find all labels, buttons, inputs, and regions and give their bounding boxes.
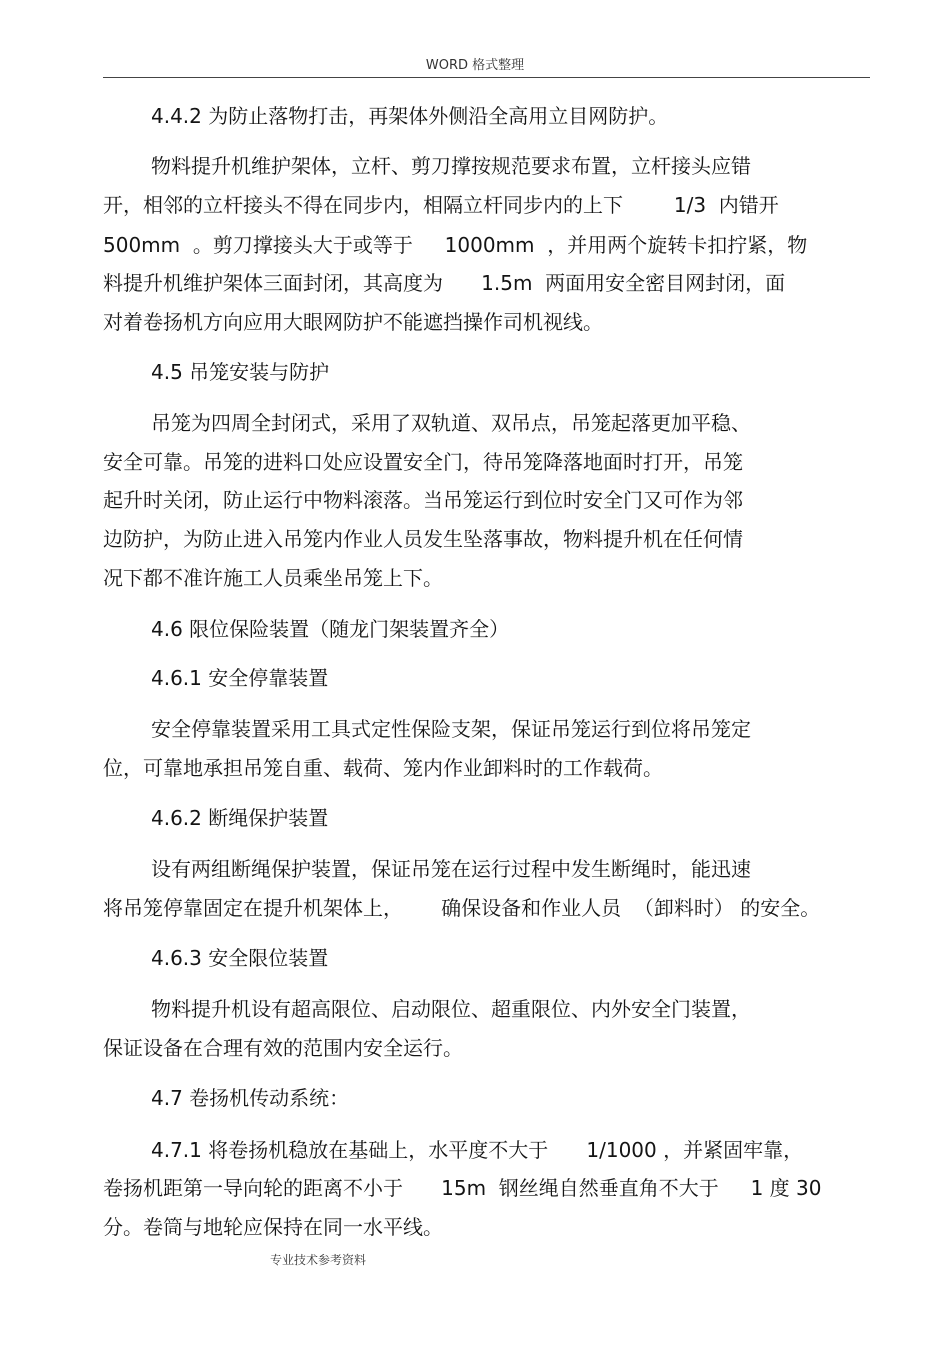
- section-heading: 4.5 吊笼安装与防护: [151, 360, 330, 384]
- text-line: 物料提升机维护架体，立杆、剪刀撑按规范要求布置，立杆接头应错: [151, 154, 751, 178]
- text-line: 况下都不准许施工人员乘坐吊笼上下。: [103, 566, 443, 590]
- text-line: 安全可靠。吊笼的进料口处应设置安全门，待吊笼降落地面时打开，吊笼: [103, 450, 743, 474]
- text-line: 卷扬机距第一导向轮的距离不小于 15m 钢丝绳自然垂直角不大于 1 度 30: [103, 1176, 822, 1200]
- header-rule: [103, 77, 870, 78]
- text-line: 设有两组断绳保护装置，保证吊笼在运行过程中发生断绳时，能迅速: [151, 857, 751, 881]
- text-line: 保证设备在合理有效的范围内安全运行。: [103, 1036, 463, 1060]
- text-line: 4.4.2 为防止落物打击，再架体外侧沿全高用立目网防护。: [151, 104, 669, 128]
- text-line: 位，可靠地承担吊笼自重、载荷、笼内作业卸料时的工作载荷。: [103, 756, 663, 780]
- text-line: 起升时关闭，防止运行中物料滚落。当吊笼运行到位时安全门又可作为邻: [103, 488, 743, 512]
- text-line: 分。卷筒与地轮应保持在同一水平线。: [103, 1215, 443, 1239]
- header-title: WORD 格式整理: [425, 58, 525, 73]
- section-heading: 4.6.2 断绳保护装置: [151, 806, 329, 830]
- section-heading: 4.6.3 安全限位装置: [151, 946, 329, 970]
- text-line: 安全停靠装置采用工具式定性保险支架，保证吊笼运行到位将吊笼定: [151, 717, 751, 741]
- text-line: 500mm 。剪刀撑接头大于或等于 1000mm ，并用两个旋转卡扣拧紧，物: [103, 233, 808, 257]
- text-line: 吊笼为四周全封闭式，采用了双轨道、双吊点，吊笼起落更加平稳、: [151, 411, 751, 435]
- text-line: 4.7.1 将卷扬机稳放在基础上，水平度不大于 1/1000 ，并紧固牢靠，: [151, 1138, 804, 1162]
- page-footer: 专业技术参考资料: [270, 1253, 367, 1267]
- section-heading: 4.6 限位保险装置（随龙门架装置齐全）: [151, 617, 510, 641]
- text-line: 料提升机维护架体三面封闭，其高度为 1.5m 两面用安全密目网封闭，面: [103, 271, 786, 295]
- text-line: 将吊笼停靠固定在提升机架体上， 确保设备和作业人员 （卸料时） 的安全。: [103, 896, 821, 920]
- text-line: 物料提升机设有超高限位、启动限位、超重限位、内外安全门装置，: [151, 997, 751, 1021]
- text-line: 对着卷扬机方向应用大眼网防护不能遮挡操作司机视线。: [103, 310, 603, 334]
- text-line: 边防护，为防止进入吊笼内作业人员发生坠落事故，物料提升机在任何情: [103, 527, 743, 551]
- section-heading: 4.6.1 安全停靠装置: [151, 666, 329, 690]
- text-line: 开，相邻的立杆接头不得在同步内，相隔立杆同步内的上下 1/3 内错开: [103, 193, 779, 217]
- section-heading: 4.7 卷扬机传动系统：: [151, 1086, 350, 1110]
